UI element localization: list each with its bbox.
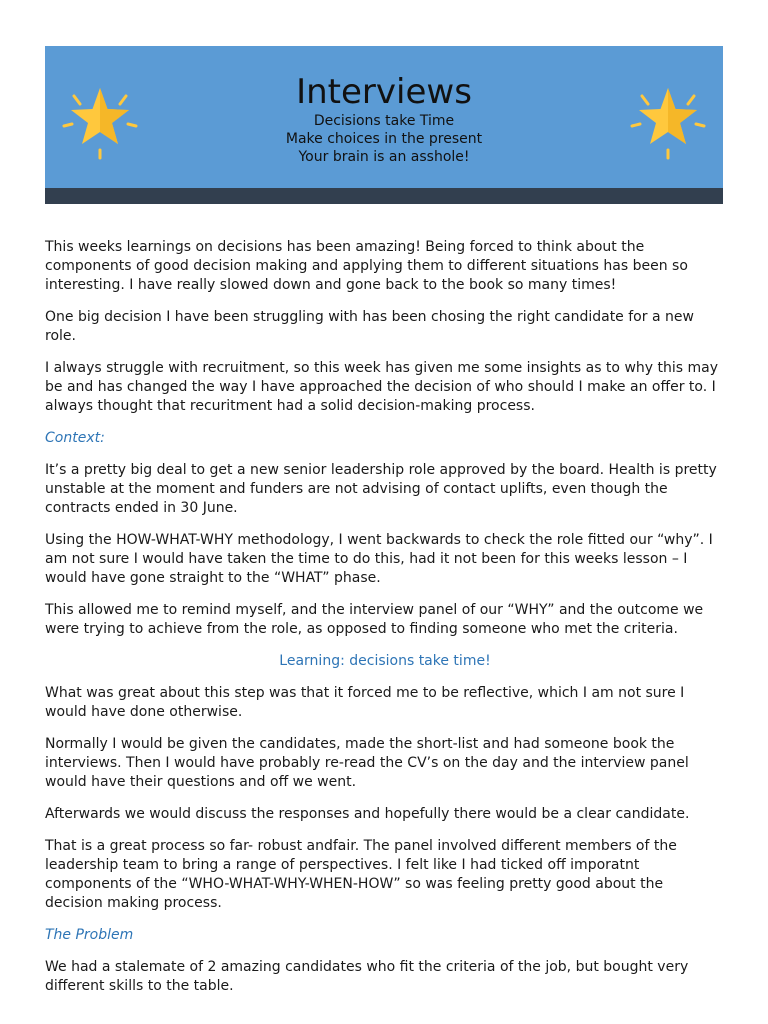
body-paragraph: We had a stalemate of 2 amazing candidates who fit the criteria of the job, but bought very different skills to the table.: [45, 959, 689, 994]
learning-callout: Learning: decisions take time!: [279, 653, 491, 669]
banner-subtitle-line-1: Decisions take Time: [313, 113, 455, 129]
banner-bottom-strip: [45, 188, 723, 204]
body-paragraph: Normally I would be given the candidates, made the short-list and had someone book the interviews. Then I would have probably re-read the CV’s on the day and the interview panel would have their questions and off we went.: [45, 736, 689, 790]
banner-subtitle-line-2: Make choices in the present: [285, 131, 483, 147]
body-paragraph: This weeks learnings on decisions has been amazing! Being forced to think about the components of good decision making and applying them to different situations has been so interesting. I have really slowed down and gone back to the book so many times!: [45, 239, 688, 293]
header-banner: [45, 46, 723, 204]
body-paragraph: Using the HOW-WHAT-WHY methodology, I went backwards to check the role fitted our “why”. I am not sure I would have taken the time to do this, had it not been for this weeks lesson – I would have gone straight to the “WHAT” phase.: [45, 532, 713, 586]
document-body: [45, 238, 725, 1009]
body-paragraph: That is a great process so far- robust andfair. The panel involved different members of the leadership team to bring a range of perspectives. I felt like I had ticked off imporatnt components of the “WHO-WHAT-WHY-WHEN-HOW” so was feeling pretty good about the decision making process.: [45, 838, 677, 911]
body-paragraph: This allowed me to remind myself, and the interview panel of our “WHY” and the outcome we were trying to achieve from the role, as opposed to finding someone who met the criteria.: [45, 602, 704, 637]
section-heading-problem: The Problem: [45, 927, 134, 943]
body-paragraph: I always struggle with recruitment, so this week has given me some insights as to why this may be and has changed the way I have approached the decision of who should I make an offer to. I always thought that recuritment had a solid decision-making process.: [45, 360, 718, 414]
body-paragraph: Afterwards we would discuss the responses and hopefully there would be a clear candidate.: [45, 806, 690, 822]
star-icon: [628, 82, 708, 162]
section-heading-context: Context:: [45, 430, 105, 446]
body-paragraph: It’s a pretty big deal to get a new senior leadership role approved by the board. Health is pretty unstable at the moment and funders are not advising of contact uplifts, even though the contracts ended in 30 June.: [45, 462, 717, 516]
body-paragraph: What was great about this step was that it forced me to be reflective, which I am not sure I would have done otherwise.: [45, 685, 685, 720]
banner-subtitle-line-3: Your brain is an asshole!: [298, 149, 470, 165]
body-paragraph: One big decision I have been struggling with has been chosing the right candidate for a new role.: [45, 309, 694, 344]
page-title: Interviews: [296, 72, 472, 112]
banner-heading-group: [45, 72, 723, 166]
